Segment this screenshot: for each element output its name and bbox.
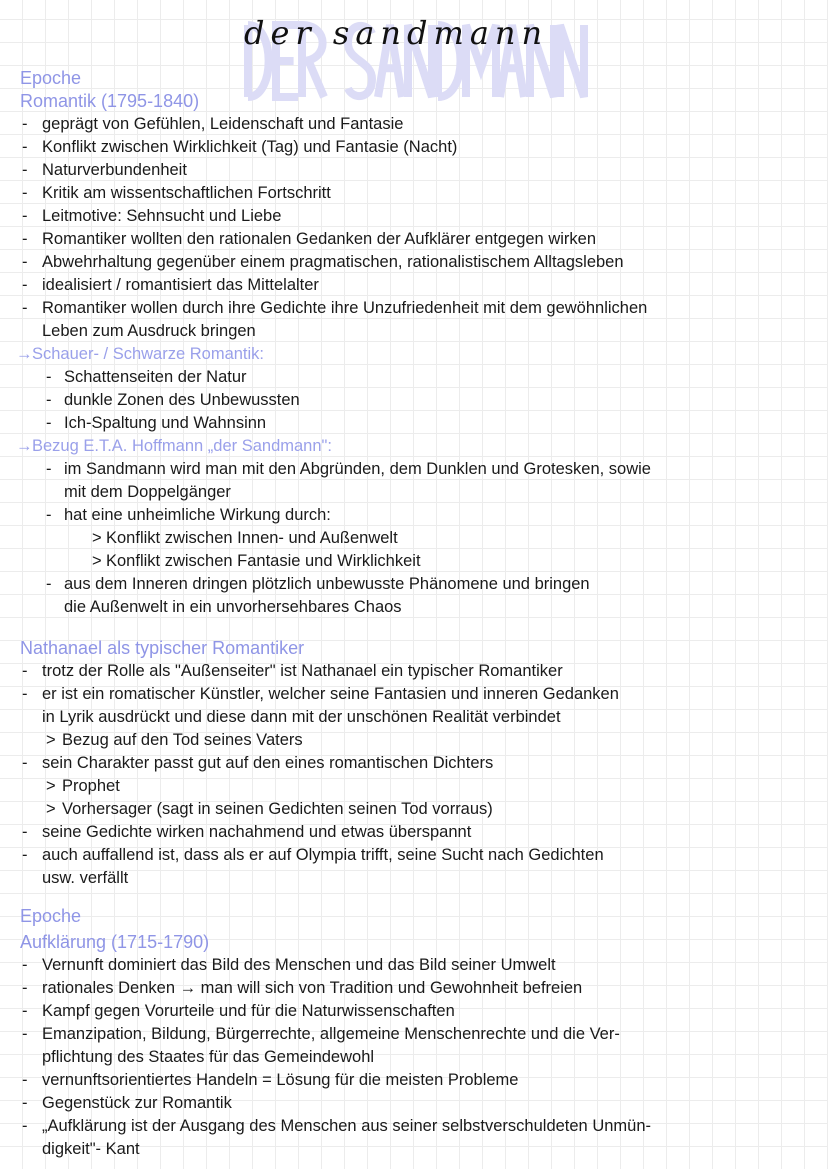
section-heading [0, 90, 828, 113]
line-text: er ist ein romatischer Künstler, welcher seine Fantasien und inneren Gedanken [42, 685, 619, 703]
list-item [0, 297, 828, 320]
bullet-dash-icon: - [22, 1117, 28, 1135]
continuation-line [0, 1138, 828, 1161]
list-item [0, 1069, 828, 1092]
line-text: Konflikt zwischen Innen- und Außenwelt [106, 529, 398, 547]
list-item [0, 159, 828, 182]
line-text: Naturverbundenheit [42, 161, 187, 179]
list-item [0, 251, 828, 274]
list-item [0, 821, 828, 844]
bullet-dash-icon: - [22, 276, 28, 294]
bullet-dash-icon: - [22, 184, 28, 202]
line-text: pflichtung des Staates für das Gemeindewohl [42, 1048, 375, 1066]
line-text: Prophet [62, 777, 120, 795]
line-text: Aufklärung (1715-1790) [20, 932, 210, 952]
list-item [0, 1092, 828, 1115]
list-item [0, 1115, 828, 1138]
bullet-dash-icon: - [22, 1025, 28, 1043]
list-item [0, 366, 828, 389]
list-item [0, 954, 828, 977]
line-text: Schattenseiten der Natur [64, 368, 247, 386]
bullet-dash-icon: - [22, 161, 28, 179]
line-text: Konflikt zwischen Fantasie und Wirklichkeit [106, 552, 421, 570]
continuation-line [0, 320, 828, 343]
line-text: in Lyrik ausdrückt und diese dann mit der unschönen Realität verbindet [42, 708, 561, 726]
bullet-dash-icon: - [22, 253, 28, 271]
line-text: trotz der Rolle als "Außenseiter" ist Nathanael ein typischer Romantiker [42, 662, 563, 680]
bullet-dash-icon: - [22, 754, 28, 772]
bullet-dash-icon: - [46, 391, 52, 409]
list-item [0, 683, 828, 706]
line-text: geprägt von Gefühlen, Leidenschaft und Fantasie [42, 115, 404, 133]
line-text: Abwehrhaltung gegenüber einem pragmatischen, rationalistischem Alltagsleben [42, 253, 624, 271]
line-text: Gegenstück zur Romantik [42, 1094, 232, 1112]
line-text: Schauer- / Schwarze Romantik: [32, 345, 265, 363]
list-item [0, 504, 828, 527]
list-item [0, 752, 828, 775]
chevron-right-icon: > [46, 777, 56, 795]
list-item [0, 844, 828, 867]
bullet-dash-icon: - [22, 299, 28, 317]
bullet-dash-icon: - [22, 823, 28, 841]
section-heading [0, 931, 828, 954]
list-item [0, 412, 828, 435]
bullet-dash-icon: - [22, 1071, 28, 1089]
line-text: Ich-Spaltung und Wahnsinn [64, 414, 267, 432]
line-text: rationales Denken → man will sich von Tradition und Gewohnheit befreien [42, 979, 583, 997]
continuation-line [0, 481, 828, 504]
line-text: auch auffallend ist, dass als er auf Olympia trifft, seine Sucht nach Gedichten [42, 846, 604, 864]
arrow-right-icon: → [16, 345, 33, 363]
line-text: Leitmotive: Sehnsucht und Liebe [42, 207, 282, 225]
list-item [0, 343, 828, 366]
list-item [0, 1000, 828, 1023]
bullet-dash-icon: - [22, 1002, 28, 1020]
line-text: im Sandmann wird man mit den Abgründen, dem Dunklen und Grotesken, sowie [64, 460, 651, 478]
line-text: Romantiker wollen durch ihre Gedichte ihre Unzufriedenheit mit dem gewöhnlichen [42, 299, 648, 317]
list-item [0, 228, 828, 251]
list-item [0, 729, 828, 752]
list-item [0, 1023, 828, 1046]
bullet-dash-icon: - [22, 956, 28, 974]
line-text: Kritik am wissentschaftlichen Fortschritt [42, 184, 331, 202]
line-text: Leben zum Ausdruck bringen [42, 322, 256, 340]
list-item [0, 136, 828, 159]
list-item [0, 798, 828, 821]
section-heading [0, 905, 828, 928]
chevron-right-icon: > [92, 529, 102, 547]
bullet-dash-icon: - [22, 138, 28, 156]
line-text: die Außenwelt in ein unvorhersehbares Chaos [64, 598, 402, 616]
continuation-line [0, 706, 828, 729]
line-text: „Aufklärung ist der Ausgang des Menschen aus seiner selbstverschuldeten Unmün- [42, 1117, 652, 1135]
line-text: aus dem Inneren dringen plötzlich unbewusste Phänomene und bringen [64, 575, 590, 593]
list-item [0, 113, 828, 136]
list-item [0, 977, 828, 1000]
bullet-dash-icon: - [46, 460, 52, 478]
bullet-dash-icon: - [46, 368, 52, 386]
bullet-dash-icon: - [46, 506, 52, 524]
bullet-dash-icon: - [22, 662, 28, 680]
line-text: dunkle Zonen des Unbewussten [64, 391, 300, 409]
line-text: Epoche [20, 68, 82, 88]
line-text: Bezug E.T.A. Hoffmann „der Sandmann": [32, 437, 332, 455]
bullet-dash-icon: - [22, 685, 28, 703]
chevron-right-icon: > [46, 731, 56, 749]
line-text: Romantik (1795-1840) [20, 91, 200, 111]
section-nathanael [0, 637, 828, 890]
chevron-right-icon: > [46, 800, 56, 818]
line-text: Bezug auf den Tod seines Vaters [62, 731, 303, 749]
line-text: Vorhersager (sagt in seinen Gedichten seinen Tod vorraus) [62, 800, 493, 818]
arrow-right-icon: → [16, 437, 33, 455]
bullet-dash-icon: - [22, 1094, 28, 1112]
list-item [0, 573, 828, 596]
line-text: usw. verfällt [42, 869, 129, 887]
list-item [0, 274, 828, 297]
bullet-dash-icon: - [22, 115, 28, 133]
list-item [0, 205, 828, 228]
bullet-dash-icon: - [22, 846, 28, 864]
line-text: Emanzipation, Bildung, Bürgerrechte, allgemeine Menschenrechte und die Ver- [42, 1025, 620, 1043]
line-text: digkeit"- Kant [42, 1140, 140, 1158]
line-text: Kampf gegen Vorurteile und für die Naturwissenschaften [42, 1002, 455, 1020]
bullet-dash-icon: - [22, 979, 28, 997]
section-heading [0, 67, 828, 90]
continuation-line [0, 867, 828, 890]
line-text: Konflikt zwischen Wirklichkeit (Tag) und Fantasie (Nacht) [42, 138, 458, 156]
list-item [0, 435, 828, 458]
line-text: Romantiker wollten den rationalen Gedanken der Aufklärer entgegen wirken [42, 230, 596, 248]
bullet-dash-icon: - [22, 230, 28, 248]
bullet-dash-icon: - [46, 575, 52, 593]
continuation-line [0, 1046, 828, 1069]
section-aufklaerung [0, 905, 828, 1161]
line-text: mit dem Doppelgänger [64, 483, 231, 501]
line-text: Epoche [20, 906, 82, 926]
line-text: idealisiert / romantisiert das Mittelalter [42, 276, 319, 294]
list-item [0, 775, 828, 798]
bullet-dash-icon: - [46, 414, 52, 432]
section-romantik [0, 67, 828, 619]
page-title: der sandmann [244, 14, 549, 52]
line-text: vernunftsorientiertes Handeln = Lösung für die meisten Probleme [42, 1071, 519, 1089]
chevron-right-icon: > [92, 552, 102, 570]
list-item [0, 389, 828, 412]
line-text: sein Charakter passt gut auf den eines romantischen Dichters [42, 754, 494, 772]
line-text: hat eine unheimliche Wirkung durch: [64, 506, 331, 524]
list-item [0, 458, 828, 481]
list-item [0, 550, 828, 573]
continuation-line [0, 596, 828, 619]
section-heading [0, 637, 828, 660]
line-text: Vernunft dominiert das Bild des Menschen und das Bild seiner Umwelt [42, 956, 556, 974]
list-item [0, 660, 828, 683]
line-text: seine Gedichte wirken nachahmend und etwas überspannt [42, 823, 472, 841]
list-item [0, 182, 828, 205]
bullet-dash-icon: - [22, 207, 28, 225]
list-item [0, 527, 828, 550]
line-text: Nathanael als typischer Romantiker [20, 638, 305, 658]
